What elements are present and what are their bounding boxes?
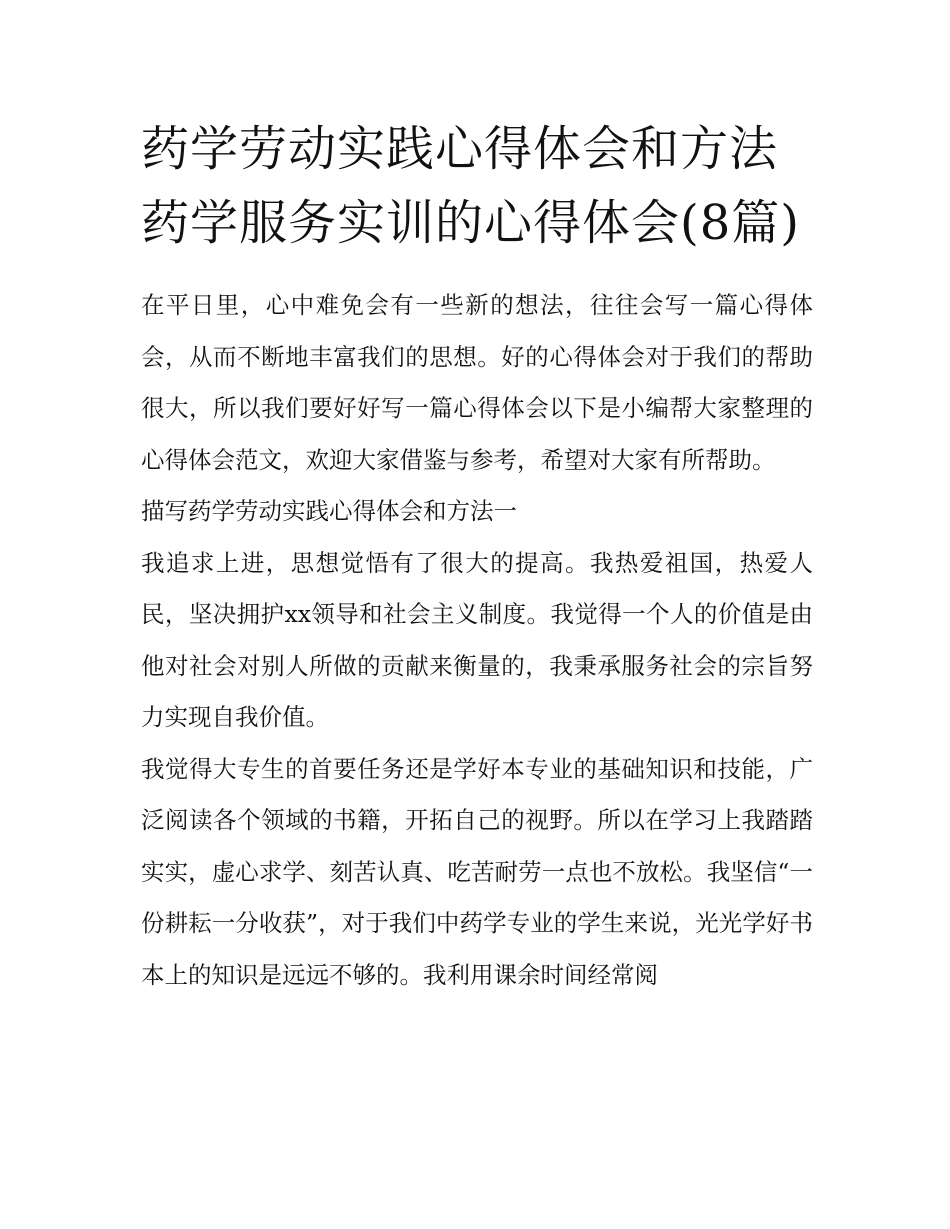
document-title: 药学劳动实践心得体会和方法药学服务实训的心得体会(8篇) <box>141 121 800 251</box>
intro-paragraph: 在平日里，心中难免会有一些新的想法，往往会写一篇心得体会，从而不断地丰富我们的思想。好的心得体会对于我们的帮助很大，所以我们要好好写一篇心得体会以下是小编帮大家整理的心得体会范文，欢迎大家借鉴与参考，希望对大家有所帮助。 <box>141 291 813 474</box>
section-heading: 描写药学劳动实践心得体会和方法一 <box>141 497 517 525</box>
body-paragraph: 我觉得大专生的首要任务还是学好本专业的基础知识和技能，广泛阅读各个领域的书籍，开拓自己的视野。所以在学习上我踏踏实实，虚心求学、刻苦认真、吃苦耐劳一点也不放松。我坚信“一份耕耘一分收获”，对于我们中药学专业的学生来说，光光学好书本上的知识是远远不够的。我利用课余时间经常阅 <box>141 754 813 989</box>
document-body <box>141 280 813 1001</box>
document-content <box>141 112 813 1001</box>
body-paragraph: 我追求上进，思想觉悟有了很大的提高。我热爱祖国，热爱人民，坚决拥护xx领导和社会主义制度。我觉得一个人的价值是由他对社会对别人所做的贡献来衡量的，我秉承服务社会的宗旨努力实现自我价值。 <box>141 548 813 731</box>
